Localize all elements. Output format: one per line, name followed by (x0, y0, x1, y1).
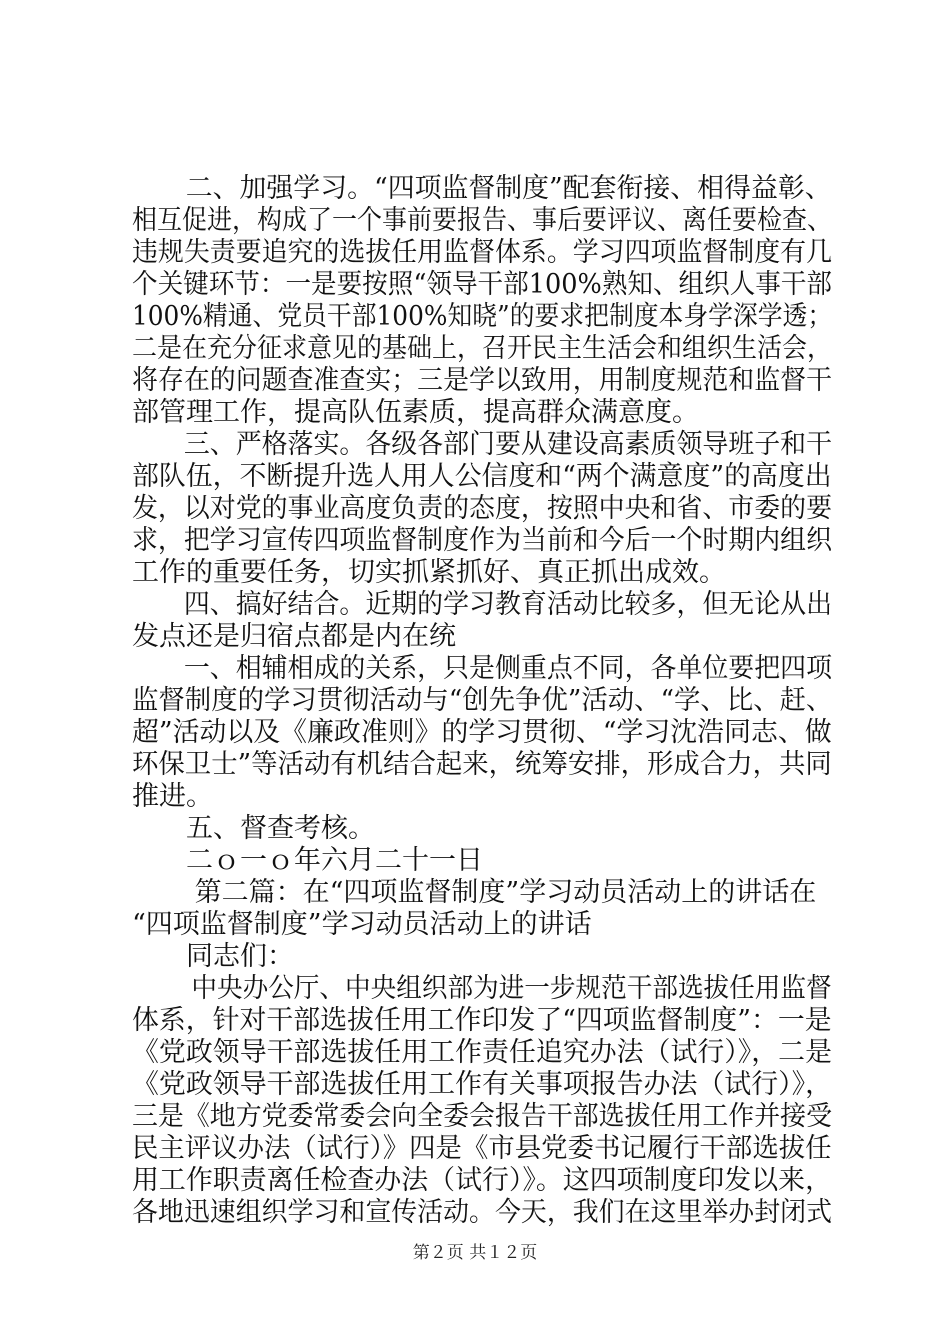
text-line-32: 用工作职责离任检查办法（试行）》。这四项制度印发以来， (132, 1165, 832, 1196)
text-line-22: 二ｏ一ｏ年六月二十一日 (132, 845, 483, 876)
text-line-16: 一、相辅相成的关系，只是侧重点不同，各单位要把四项 (132, 653, 832, 684)
text-line-30: 三是《地方党委常委会向全委会报告干部选拔任用工作并接受 (132, 1101, 832, 1132)
text-line-18: 超”活动以及《廉政准则》的学习贯彻、“学习沈浩同志、做 (132, 717, 832, 748)
text-line-6: 二是在充分征求意见的基础上，召开民主生活会和组织生活会， (132, 333, 832, 364)
text-line-5: 100%精通、党员干部100%知晓”的要求把制度本身学深学透； (132, 301, 833, 332)
text-line-12: 求，把学习宣传四项监督制度作为当前和今后一个时期内组织 (132, 525, 832, 556)
text-line-3: 违规失责要追究的选拔任用监督体系。学习四项监督制度有几 (132, 237, 832, 268)
text-line-23: 第二篇：在“四项监督制度”学习动员活动上的讲话在 (132, 877, 817, 908)
text-line-29: 《党政领导干部选拔任用工作有关事项报告办法（试行）》， (132, 1069, 832, 1100)
text-line-25: 同志们： (132, 941, 294, 972)
text-line-27: 体系，针对干部选拔任用工作印发了“四项监督制度”：一是 (132, 1005, 832, 1036)
text-line-33: 各地迅速组织学习和宣传活动。今天，我们在这里举办封闭式 (132, 1197, 832, 1228)
text-line-28: 《党政领导干部选拔任用工作责任追究办法（试行）》，二是 (132, 1037, 832, 1068)
text-line-10: 部队伍，不断提升选人用人公信度和“两个满意度”的高度出 (132, 461, 832, 492)
text-line-21: 五、督查考核。 (132, 813, 375, 844)
text-line-26: 中央办公厅、中央组织部为进一步规范干部选拔任用监督 (132, 973, 832, 1004)
text-line-2: 相互促进，构成了一个事前要报告、事后要评议、离任要检查、 (132, 205, 832, 236)
text-line-1: 二、加强学习。“四项监督制度”配套衔接、相得益彰、 (132, 173, 832, 204)
text-line-17: 监督制度的学习贯彻活动与“创先争优”活动、“学、比、赶、 (132, 685, 833, 716)
text-line-7: 将存在的问题查准查实；三是学以致用，用制度规范和监督干 (132, 365, 832, 396)
text-line-9: 三、严格落实。各级各部门要从建设高素质领导班子和干 (132, 429, 832, 460)
text-line-24: “四项监督制度”学习动员活动上的讲话 (132, 909, 592, 940)
text-line-15: 发点还是归宿点都是内在统 (132, 621, 456, 652)
text-line-8: 部管理工作，提高队伍素质，提高群众满意度。 (132, 397, 699, 428)
text-line-19: 环保卫士”等活动有机结合起来，统筹安排，形成合力，共同 (132, 749, 832, 780)
text-line-11: 发，以对党的事业高度负责的态度，按照中央和省、市委的要 (132, 493, 832, 524)
text-line-13: 工作的重要任务，切实抓紧抓好、真正抓出成效。 (132, 557, 726, 588)
page-footer: 第２页 共１２页 (412, 1243, 538, 1263)
text-line-14: 四、搞好结合。近期的学习教育活动比较多，但无论从出 (132, 589, 832, 620)
text-line-31: 民主评议办法（试行）》四是《市县党委书记履行干部选拔任 (132, 1133, 832, 1164)
text-line-20: 推进。 (132, 781, 213, 812)
text-line-4: 个关键环节：一是要按照“领导干部100%熟知、组织人事干部 (132, 269, 832, 300)
